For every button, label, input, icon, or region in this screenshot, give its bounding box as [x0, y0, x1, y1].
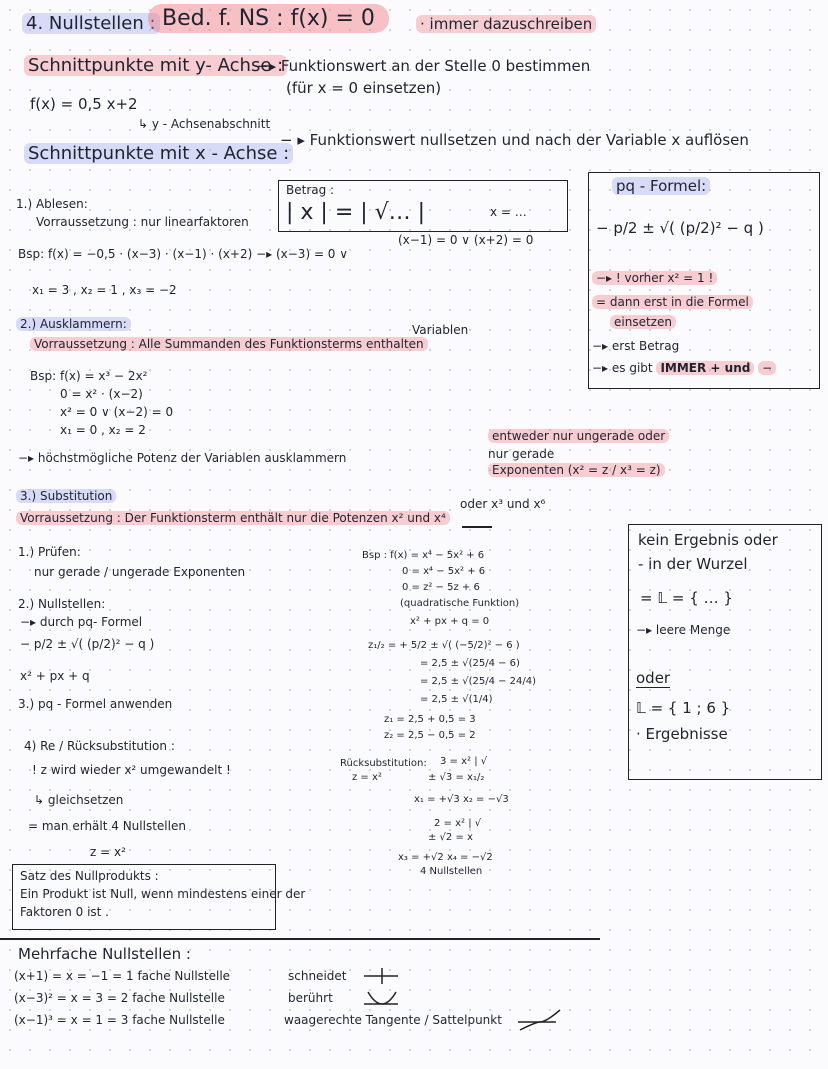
ex3-line-4: x² + px + q = 0: [410, 616, 490, 627]
mehrfache-row-2: (x−3)² = x = 3 = 2 fache Nullstelle: [14, 991, 225, 1005]
method1-premise: Vorraussetzung : nur linearfaktoren: [36, 215, 249, 229]
condition-highlight: Bed. f. NS : f(x) = 0: [148, 6, 389, 31]
method3-step4: 4) Re / Rücksubstitution :: [24, 739, 175, 753]
pq-note-2: = dann erst in die Formel: [592, 296, 753, 310]
betrag-formula: | x | = | √… |: [286, 200, 426, 225]
method2-title: 2.) Ausklammern:: [16, 318, 131, 332]
ex3-line-3: 0 = z² − 5z + 6: [402, 582, 480, 593]
method3-step3: 3.) pq - Formel anwenden: [18, 697, 173, 711]
mehrfache-row-3: (x−1)³ = x = 1 = 3 fache Nullstelle: [14, 1013, 225, 1027]
ex3-line-5: z₁/₂ = + 5/2 ± √( (−5/2)² − 6 ): [368, 640, 520, 651]
method3-step4-equal: ↳ gleichsetzen: [34, 793, 124, 807]
betrag-under: (x−1) = 0 ∨ (x+2) = 0: [398, 233, 534, 247]
y-formula: f(x) = 0,5 x+2: [30, 95, 138, 113]
method3-step2-expr: x² + px + q: [20, 669, 90, 683]
method3-step2: 2.) Nullstellen:: [18, 597, 106, 611]
betrag-label: Betrag :: [286, 183, 335, 197]
nullprodukt-text-1: Ein Produkt ist Null, wenn mindestens einer der: [20, 887, 306, 901]
method3-title: 3.) Substitution: [16, 490, 116, 504]
ex3-line-7: = 2,5 ± √(25/4 − 24/4): [420, 676, 537, 687]
side-oder: oder x³ und x⁶: [460, 497, 546, 511]
ex3-resub-title: Rücksubstitution:: [340, 758, 427, 769]
method3-step4-sub: z = x²: [90, 845, 126, 859]
nullprodukt-text-2: Faktoren 0 ist .: [20, 905, 109, 919]
mehrfache-desc-1: schneidet: [288, 969, 347, 983]
pq-note-5: −▸ es gibt IMMER + und −: [592, 362, 776, 376]
ex3-line-1: Bsp : f(x) = x⁴ − 5x² + 6: [362, 550, 485, 561]
mehrfache-desc-3: waagerechte Tangente / Sattelpunkt: [284, 1013, 502, 1027]
kein-line-3: = 𝕃 = { … }: [640, 589, 733, 607]
underline-mark: [462, 526, 492, 528]
method1-example: Bsp: f(x) = −0,5 · (x−3) · (x−1) · (x+2) −▸ (x−3) = 0 ∨: [18, 247, 349, 261]
kein-line-4: −▸ leere Menge: [636, 623, 731, 637]
touching-sketch-icon: [362, 988, 402, 1008]
ex3-line-9: z₁ = 2,5 + 0,5 = 3: [384, 714, 476, 725]
method1-result: x₁ = 3 , x₂ = 1 , x₃ = −2: [32, 283, 177, 297]
y-axis-arrow: −▸ Funktionswert an der Stelle 0 bestimmen: [256, 57, 591, 75]
pq-formula: − p/2 ± √( (p/2)² − q ): [596, 219, 764, 237]
pq-note-4: −▸ erst Betrag: [592, 339, 680, 353]
method2-line-4: x₁ = 0 , x₂ = 2: [60, 423, 146, 437]
ex3-resub-line-5: ± √2 = x: [428, 832, 473, 843]
nullprodukt-title: Satz des Nullprodukts :: [20, 869, 159, 883]
method3-step4-note: ! z wird wieder x² umgewandelt !: [32, 763, 231, 777]
kein-line-1: kein Ergebnis oder: [638, 531, 778, 549]
ex3-line-3b: (quadratische Funktion): [400, 598, 520, 609]
betrag-x: x = …: [490, 205, 527, 219]
ex3-line-2: 0 = x⁴ − 5x² + 6: [402, 566, 486, 577]
ex3-resub-line-1: 3 = x² | √: [440, 756, 488, 767]
method2-line-3: x² = 0 ∨ (x−2) = 0: [60, 405, 174, 419]
mehrfache-title: Mehrfache Nullstellen :: [18, 945, 191, 963]
method2-premise: Vorraussetzung : Alle Summanden des Funktionsterms enthalten: [30, 338, 428, 352]
x-axis-heading: Schnittpunkte mit x - Achse :: [24, 144, 293, 165]
kein-line-2: - in der Wurzel: [638, 555, 748, 573]
method3-step1: 1.) Prüfen:: [18, 545, 81, 559]
method1-title: 1.) Ablesen:: [16, 197, 88, 211]
kein-line-6: 𝕃 = { 1 ; 6 }: [636, 699, 731, 717]
section-title: 4. Nullstellen :: [22, 14, 160, 35]
y-intercept-label: ↳ y - Achsenabschnitt: [138, 117, 271, 131]
ex3-resub-line-7: 4 Nullstellen: [420, 866, 483, 877]
mehrfache-desc-2: berührt: [288, 991, 333, 1005]
method3-step1-text: nur gerade / ungerade Exponenten: [34, 565, 246, 579]
ex3-line-10: z₂ = 2,5 − 0,5 = 2: [384, 730, 476, 741]
pq-title: pq - Formel:: [612, 178, 710, 195]
side-note-2: nur gerade: [488, 447, 555, 461]
ex3-resub-line-4: 2 = x² | √: [434, 818, 482, 829]
section-divider: [0, 938, 600, 940]
method3-step2-formula: − p/2 ± √( (p/2)² − q ): [20, 637, 155, 651]
ex3-resub-line-2: ± √3 = x₁/₂: [428, 772, 485, 783]
method3-premise: Vorraussetzung : Der Funktionsterm enthält nur die Potenzen x² und x⁴: [16, 512, 450, 526]
method2-note: −▸ höchstmögliche Potenz der Variablen ausklammern: [18, 451, 347, 465]
side-note-1: entweder nur ungerade oder: [488, 430, 669, 444]
method2-line-2: 0 = x² · (x−2): [60, 387, 143, 401]
ex3-resub-line-3: x₁ = +√3 x₂ = −√3: [414, 794, 509, 805]
side-note-3: Exponenten (x² = z / x³ = z): [488, 464, 665, 478]
ex3-resub-line-6: x₃ = +√2 x₄ = −√2: [398, 852, 493, 863]
pq-note-1: −▸ ! vorher x² = 1 !: [592, 272, 717, 286]
mehrfache-row-1: (x+1) = x = −1 = 1 fache Nullstelle: [14, 969, 231, 983]
x-axis-arrow: − ▸ Funktionswert nullsetzen und nach der Variable x auflösen: [280, 131, 749, 149]
y-axis-sub: (für x = 0 einsetzen): [286, 79, 442, 97]
y-axis-heading: Schnittpunkte mit y- Achse :: [24, 56, 287, 77]
method3-step4-result: = man erhält 4 Nullstellen: [28, 819, 186, 833]
saddle-sketch-icon: [516, 1006, 566, 1034]
method3-step2-text: −▸ durch pq- Formel: [20, 615, 143, 629]
method2-variablen: Variablen: [412, 323, 469, 337]
method2-line-1: Bsp: f(x) = x³ − 2x²: [30, 369, 148, 383]
kein-line-7: · Ergebnisse: [636, 725, 728, 743]
pq-note-3: einsetzen: [610, 316, 676, 330]
ex3-line-6: = 2,5 ± √(25/4 − 6): [420, 658, 520, 669]
ex3-resub-def: z = x²: [352, 772, 382, 783]
ex3-line-8: = 2,5 ± √(1/4): [420, 694, 493, 705]
note-always-write: · immer dazuschreiben: [416, 16, 596, 33]
crossing-sketch-icon: [362, 966, 402, 986]
kein-line-5: oder: [636, 669, 671, 687]
